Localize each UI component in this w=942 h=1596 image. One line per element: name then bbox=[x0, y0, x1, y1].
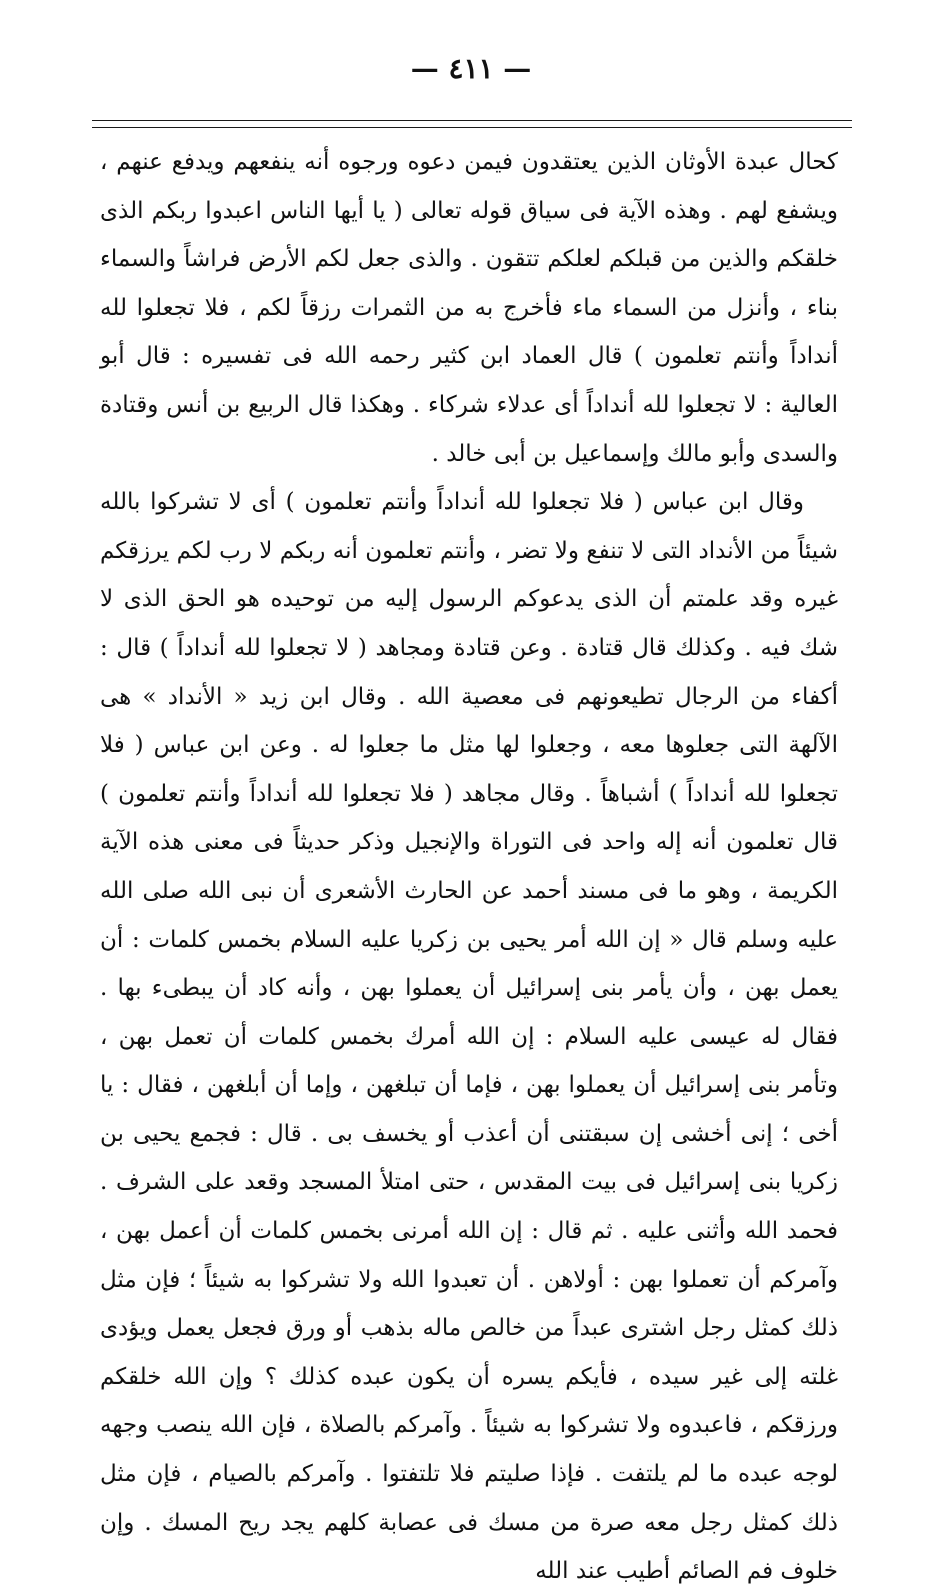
header-rule-bottom bbox=[92, 127, 852, 128]
page-number: — ٤١١ — bbox=[410, 52, 532, 85]
page-body bbox=[100, 138, 838, 1596]
paragraph-1: كحال عبدة الأوثان الذين يعتقدون فيمن دعوه ورجوه أنه ينفعهم ويدفع عنهم ، ويشفع لهم . وهذه الآية فى سياق قوله تعالى ( يا أيها الناس اعبدوا ربكم الذى خلقكم والذين من قبلكم لعلكم تتقون . والذى جعل لكم الأرض فراشاً والسماء بناء ، وأنزل من السماء ماء فأخرج به من الثمرات رزقاً لكم ، فلا تجعلوا لله أنداداً وأنتم تعلمون ) قال العماد ابن كثير رحمه الله فى تفسيره : قال أبو العالية : لا تجعلوا لله أنداداً أى عدلاء شركاء . وهكذا قال الربيع بن أنس وقتادة والسدى وأبو مالك وإسماعيل بن أبى خالد . bbox=[100, 149, 838, 467]
paragraph-2: وقال ابن عباس ( فلا تجعلوا لله أنداداً وأنتم تعلمون ) أى لا تشركوا بالله شيئاً من الأنداد التى لا تنفع ولا تضر ، وأنتم تعلمون أنه ربكم لا رب لكم يرزقكم غيره وقد علمتم أن الذى يدعوكم الرسول إليه من توحيده هو الحق الذى لا شك فيه . وكذلك قال قتادة . وعن قتادة ومجاهد ( لا تجعلوا لله أنداداً ) قال : أكفاء من الرجال تطيعونهم فى معصية الله . وقال ابن زيد « الأنداد » هى الآلهة التى جعلوها معه ، وجعلوا لها مثل ما جعلوا له . وعن ابن عباس ( فلا تجعلوا لله أنداداً ) أشباهاً . وقال مجاهد ( فلا تجعلوا لله أنداداً وأنتم تعلمون ) قال تعلمون أنه إله واحد فى التوراة والإنجيل وذكر حديثاً فى معنى هذه الآية الكريمة ، وهو ما فى مسند أحمد عن الحارث الأشعرى أن نبى الله صلى الله عليه وسلم قال « إن الله أمر يحيى بن زكريا عليه السلام بخمس كلمات : أن يعمل بهن ، وأن يأمر بنى إسرائيل أن يعملوا بهن ، وأنه كاد أن يبطىء بها . فقال له عيسى عليه السلام : إن الله أمرك بخمس كلمات أن تعمل بهن ، وتأمر بنى إسرائيل أن يعملوا بهن ، فإما أن تبلغهن ، وإما أن أبلغهن ، فقال : يا أخى ؛ إنى أخشى إن سبقتنى أن أعذب أو يخسف بى . قال : فجمع يحيى بن زكريا بنى إسرائيل فى بيت المقدس ، حتى امتلأ المسجد وقعد على الشرف . فحمد الله وأثنى عليه . ثم قال : إن الله أمرنى بخمس كلمات أن أعمل بهن ، وآمركم أن تعملوا بهن : أولاهن . أن تعبدوا الله ولا تشركوا به شيئاً ؛ فإن مثل ذلك كمثل رجل اشترى عبداً من خالص ماله بذهب أو ورق فجعل يعمل ويؤدى غلته إلى غير سيده ، فأيكم يسره أن يكون عبده كذلك ؟ وإن الله خلقكم ورزقكم ، فاعبدوه ولا تشركوا به شيئاً . وآمركم بالصلاة ، فإن الله ينصب وجهه لوجه عبده ما لم يلتفت . فإذا صليتم فلا تلتفتوا . وآمركم بالصيام ، فإن مثل ذلك كمثل رجل معه صرة من مسك فى عصابة كلهم يجد ريح المسك . وإن خلوف فم الصائم أطيب عند الله bbox=[100, 489, 838, 1585]
header-rule-top bbox=[92, 120, 852, 121]
